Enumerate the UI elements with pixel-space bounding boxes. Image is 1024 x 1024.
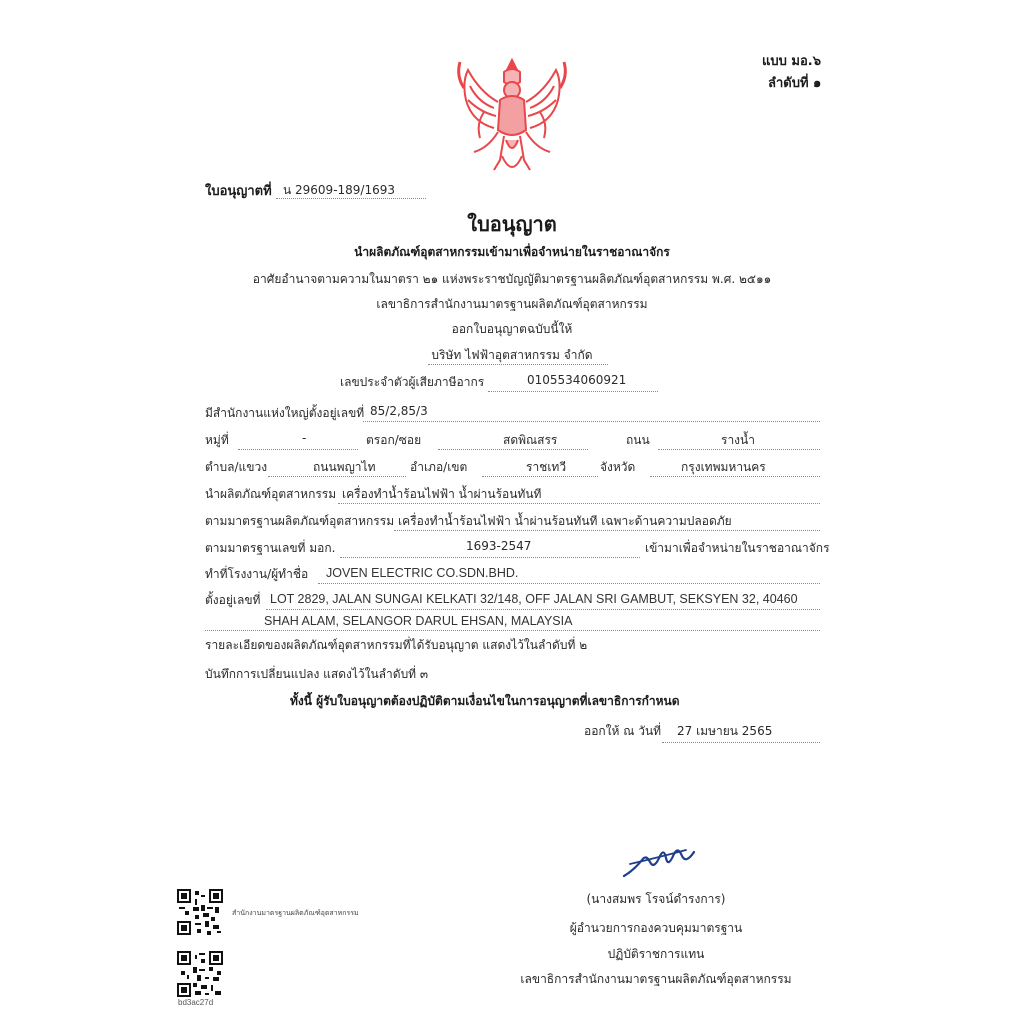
moo-label: หมู่ที่ [205, 433, 229, 447]
changes-line: บันทึกการเปลี่ยนแปลง แสดงไว้ในลำดับที่ ๓ [205, 667, 429, 681]
standard-value: เครื่องทำน้ำร้อนไฟฟ้า น้ำผ่านร้อนทันที เฉพาะด้านความปลอดภัย [398, 514, 732, 528]
qr-caption: สำนักงานมาตรฐานผลิตภัณฑ์อุตสาหกรรม [232, 909, 359, 917]
qr-code-icon [177, 951, 223, 997]
signature-icon [620, 840, 700, 882]
license-no-value: น 29609-189/1693 [283, 183, 396, 197]
moo-value: - [302, 431, 307, 445]
hq-label: มีสำนักงานแห่งใหญ่ตั้งอยู่เลขที่ [205, 406, 365, 420]
soi-label: ตรอก/ซอย [366, 433, 422, 447]
subdistrict-label: ตำบล/แขวง [205, 460, 268, 474]
details-line: รายละเอียดของผลิตภัณฑ์อุตสาหกรรมที่ได้รับอนุญาต แสดงไว้ในลำดับที่ ๒ [205, 638, 588, 652]
document-subtitle: นำผลิตภัณฑ์อุตสาหกรรมเข้ามาเพื่อจำหน่ายในราชอาณาจักร [354, 245, 670, 259]
signer-title-2: ปฏิบัติราชการแทน [607, 947, 705, 961]
address-line2: SHAH ALAM, SELANGOR DARUL EHSAN, MALAYSIA [264, 614, 573, 628]
license-no-label: ใบอนุญาตที่ [205, 184, 272, 199]
factory-value: JOVEN ELECTRIC CO.SDN.BHD. [326, 566, 519, 580]
signer-name: (นางสมพร โรจน์ดำรงการ) [586, 892, 726, 906]
district-value: ราชเทวี [526, 460, 567, 474]
issue-to-line: ออกใบอนุญาตฉบับนี้ให้ [451, 322, 573, 336]
address-line1: LOT 2829, JALAN SUNGAI KELKATI 32/148, OFF JALAN SRI GAMBUT, SEKSYEN 32, 40460 [270, 592, 798, 606]
province-value: กรุงเทพมหานคร [681, 460, 766, 474]
subdistrict-value: ถนนพญาไท [313, 460, 376, 474]
authority-line: อาศัยอำนาจตามความในมาตรา ๒๑ แห่งพระราชบัญญัติมาตรฐานผลิตภัณฑ์อุตสาหกรรม พ.ศ. ๒๕๑๑ [252, 272, 772, 286]
garuda-emblem-icon [454, 52, 570, 182]
standard-label: ตามมาตรฐานผลิตภัณฑ์อุตสาหกรรม [205, 514, 395, 528]
std-no-value: 1693-2547 [466, 539, 532, 553]
std-no-label: ตามมาตรฐานเลขที่ มอก. [205, 541, 336, 555]
tax-id-value: 0105534060921 [527, 373, 627, 387]
form-code: แบบ มอ.๖ [762, 54, 821, 69]
address-label: ตั้งอยู่เลขที่ [205, 593, 261, 607]
district-label: อำเภอ/เขต [410, 460, 468, 474]
tax-id-label: เลขประจำตัวผู้เสียภาษีอากร [340, 375, 485, 389]
factory-label: ทำที่โรงงาน/ผู้ทำชื่อ [205, 567, 309, 581]
road-value: รางน้ำ [721, 433, 755, 447]
document-title: ใบอนุญาต [467, 212, 557, 236]
issuer-line: เลขาธิการสำนักงานมาตรฐานผลิตภัณฑ์อุตสาหกรรม [376, 297, 648, 311]
road-label: ถนน [626, 433, 650, 447]
soi-value: สดพิณสรร [503, 433, 558, 447]
qr-code-text: bd3ac27d [178, 998, 214, 1007]
product-value: เครื่องทำน้ำร้อนไฟฟ้า น้ำผ่านร้อนทันที [342, 487, 542, 501]
order-label: ลำดับที่ ๑ [768, 76, 822, 91]
import-label: เข้ามาเพื่อจำหน่ายในราชอาณาจักร [645, 541, 830, 555]
province-label: จังหวัด [600, 460, 636, 474]
signer-title-3: เลขาธิการสำนักงานมาตรฐานผลิตภัณฑ์อุตสาหกรรม [520, 972, 792, 986]
hq-value: 85/2,85/3 [370, 404, 428, 418]
company-name: บริษัท ไฟฟ้าอุตสาหกรรม จำกัด [431, 348, 593, 362]
issued-label: ออกให้ ณ วันที่ [584, 724, 662, 738]
condition-line: ทั้งนี้ ผู้รับใบอนุญาตต้องปฏิบัติตามเงื่อนไขในการอนุญาตที่เลขาธิการกำหนด [290, 694, 680, 708]
signer-title-1: ผู้อำนวยการกองควบคุมมาตรฐาน [569, 921, 743, 935]
issued-date: 27 เมษายน 2565 [677, 724, 773, 738]
product-label: นำผลิตภัณฑ์อุตสาหกรรม [205, 487, 337, 501]
qr-code-icon [177, 889, 223, 935]
